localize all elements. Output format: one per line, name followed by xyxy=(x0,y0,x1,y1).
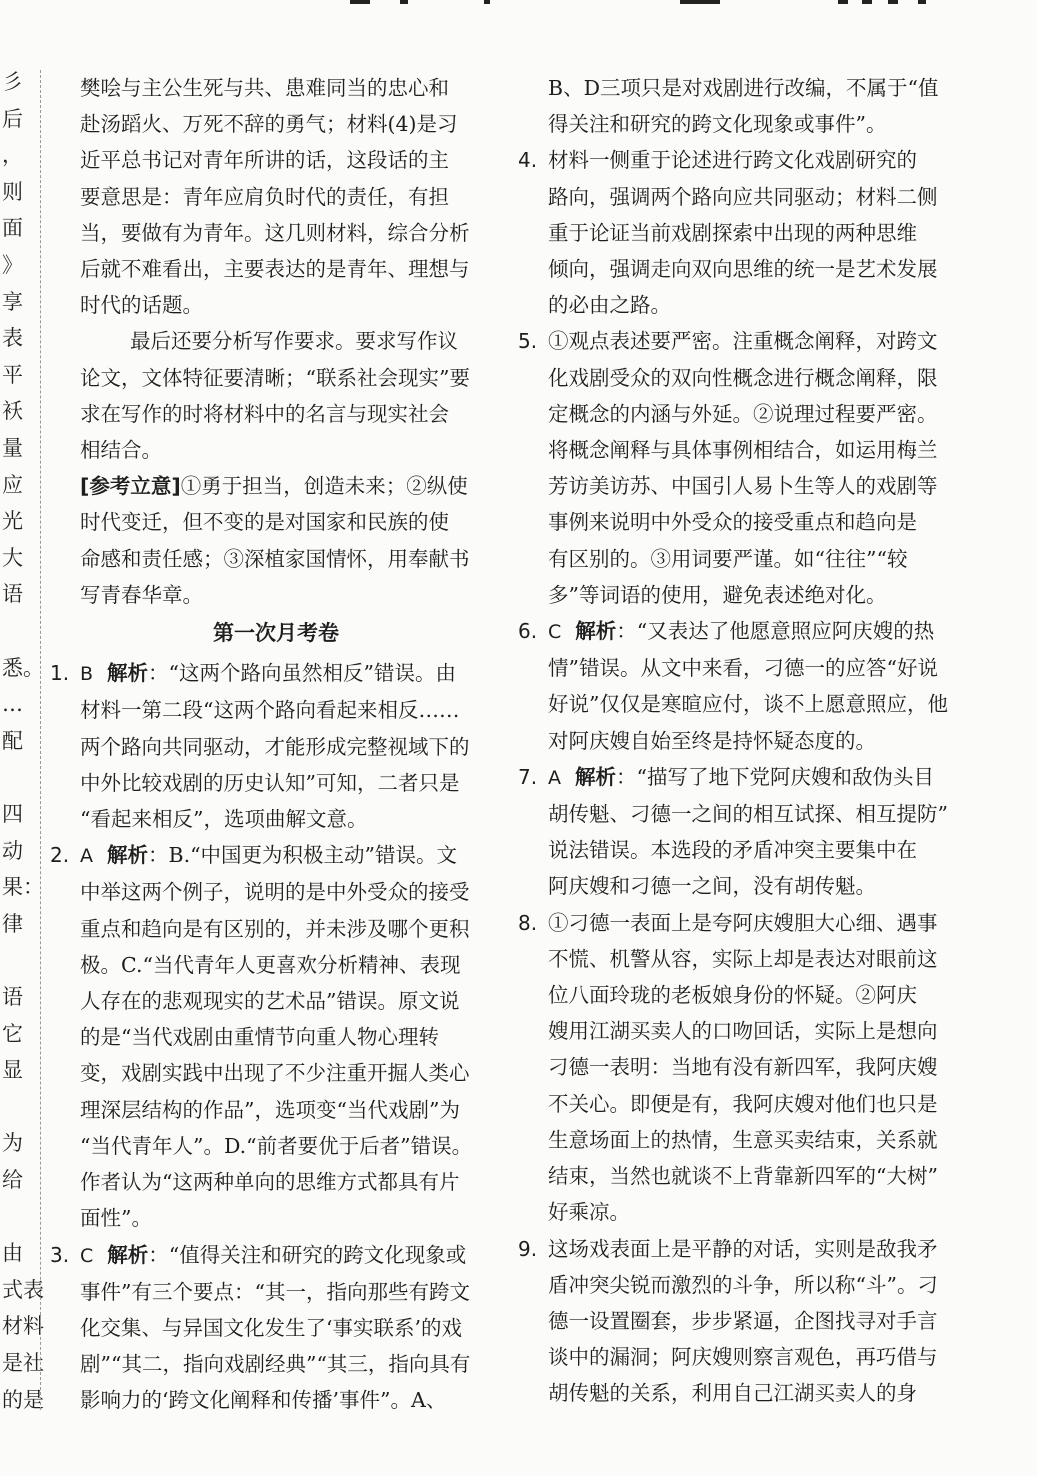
text-line: 结束，当然也就谈不上背靠新四军的“大树” xyxy=(548,1164,938,1189)
text-line: 要意思是：青年应肩负时代的责任，有担 xyxy=(80,184,449,209)
item-answer: C xyxy=(80,1244,94,1267)
edge-fragment: 大 xyxy=(2,545,23,570)
text-line: “看起来相反”，选项曲解文意。 xyxy=(80,807,368,832)
text-line: 命感和责任感；③深植家国情怀，用奉献书 xyxy=(80,546,470,571)
text-line: 生意场面上的热情，生意买卖结束，关系就 xyxy=(548,1127,938,1152)
text-line: 德一设置圈套，步步紧逼，企图找寻对手言 xyxy=(548,1308,938,1333)
item-number: 2. xyxy=(50,843,70,868)
analysis-keyword: 解析 xyxy=(575,619,617,644)
text-line: 最后还要分析写作要求。要求写作议 xyxy=(130,329,458,354)
text-line: 中外比较戏剧的历史认知”可知，二者只是 xyxy=(80,770,460,795)
edge-fragment: 四 xyxy=(2,802,23,826)
text-line: 路向，强调两个路向应共同驱动；材料二侧 xyxy=(548,184,938,209)
item-number: 7. xyxy=(518,764,538,789)
edge-fragment: 平 xyxy=(2,362,23,387)
text-line: 重点和趋向是有区别的，并未涉及哪个更积 xyxy=(80,916,470,941)
text-line: 论文，文体特征要清晰；“联系社会现实”要 xyxy=(80,365,470,390)
item-answer: B xyxy=(80,663,94,686)
answer-item-first-line xyxy=(518,613,988,650)
answer-items xyxy=(518,142,988,1411)
text-line: 时代变迁，但不变的是对国家和民族的使 xyxy=(80,510,449,535)
edge-fragment: 享 xyxy=(2,289,23,314)
item-text: ①刁德一表面上是夸阿庆嫂胆大心细、遇事 xyxy=(548,910,938,935)
text-line: 定概念的内涵与外延。②说理过程要严密。 xyxy=(548,401,938,426)
text-line: 剧”“其二，指向戏剧经典”“其三，指向具有 xyxy=(80,1352,471,1377)
section-heading: 第一次月考卷 xyxy=(213,621,339,646)
item-answer: A xyxy=(80,845,93,868)
edge-fragment: 显 xyxy=(2,1058,23,1083)
text-line: 的必由之路。 xyxy=(548,293,671,318)
text-line: 说法错误。本选段的矛盾冲突主要集中在 xyxy=(548,838,917,863)
answer-item xyxy=(518,323,988,613)
reference-idea-label: [参考立意] xyxy=(80,474,181,499)
text-line: 阿庆嫂和刁德一之间，没有胡传魁。 xyxy=(548,874,876,899)
edge-fragment: 动 xyxy=(2,838,23,863)
edge-fragment: 给 xyxy=(2,1168,23,1192)
edge-fragment: 由 xyxy=(2,1241,23,1266)
answer-item-first-line xyxy=(518,323,988,359)
item-text: ：B.“中国更为积极主动”错误。文 xyxy=(148,843,458,868)
text-line: 对阿庆嫂自始至终是持怀疑态度的。 xyxy=(548,728,876,753)
answer-item-first-line xyxy=(518,1231,988,1267)
text-line: 后就不难看出，主要表达的是青年、理想与 xyxy=(80,257,470,282)
edge-fragment: 则 xyxy=(2,179,23,204)
item-text: ：“这两个路向虽然相反”错误。由 xyxy=(148,661,457,686)
continued-paragraph xyxy=(50,70,502,323)
answer-item xyxy=(518,759,988,905)
text-line: 芳访美访苏、中国引人易卜生等人的戏剧等 xyxy=(548,474,938,499)
analysis-keyword: 解析 xyxy=(107,661,149,686)
text-line: 好说”仅仅是寒暄应付，谈不上愿意照应，他 xyxy=(548,692,948,717)
text-line: 嫂用江湖买卖人的口吻回话，实际上是想向 xyxy=(548,1019,938,1044)
item-text: ①观点表述要严密。注重概念阐释，对跨文 xyxy=(548,329,938,354)
edge-fragment: 彡 xyxy=(2,70,23,94)
text-line: 作者认为“这两种单向的思维方式都具有片 xyxy=(80,1170,460,1195)
text-line: 多”等词语的使用，避免表述绝对化。 xyxy=(548,582,887,607)
edge-fragment: 果： xyxy=(2,875,44,900)
text-line: 胡传魁的关系，利用自己江湖买卖人的身 xyxy=(548,1381,917,1406)
answer-item-first-line xyxy=(518,142,988,178)
item-answer: A xyxy=(548,766,561,789)
analysis-keyword: 解析 xyxy=(107,843,148,868)
text-line: 刁德一表明：当地有没有新四军，我阿庆嫂 xyxy=(548,1055,938,1080)
text-line: 樊哙与主公生死与共、患难同当的忠心和 xyxy=(80,76,449,100)
item-number: 3. xyxy=(50,1242,70,1267)
text-line: 位八面玲珑的老板娘身份的怀疑。②阿庆 xyxy=(548,983,917,1008)
edge-fragment: 语 xyxy=(2,582,23,607)
edge-fragment: 为 xyxy=(2,1131,23,1156)
analysis-keyword: 解析 xyxy=(107,1242,149,1267)
writing-requirement-paragraph xyxy=(50,323,502,468)
item-answer: C xyxy=(548,621,562,644)
edge-fragment: 材料 xyxy=(2,1314,44,1339)
edge-fragment: 量 xyxy=(2,436,23,460)
edge-fragment: 》 xyxy=(2,253,23,277)
answer-item xyxy=(518,142,988,323)
edge-fragment: 应 xyxy=(2,472,23,497)
item-number: 8. xyxy=(518,910,538,935)
answer-item xyxy=(518,613,988,759)
text-line: 两个路向共同驱动，才能形成完整视域下的 xyxy=(80,734,470,759)
edge-fragment: 表 xyxy=(2,326,23,351)
answer-item xyxy=(50,1237,502,1419)
text-line: 将概念阐释与具体事例相结合，如运用梅兰 xyxy=(548,438,938,463)
edge-fragment: 悉。 xyxy=(2,655,44,680)
top-edge-marks xyxy=(0,0,1037,14)
text-line: “当代青年人”。D.“前者要优于后者”错误。 xyxy=(80,1133,473,1158)
item-text: 材料一侧重于论述进行跨文化戏剧研究的 xyxy=(548,148,917,173)
item-number: 9. xyxy=(518,1236,538,1261)
edge-fragment: … xyxy=(2,692,23,717)
item-text: ：“值得关注和研究的跨文化现象或 xyxy=(148,1242,467,1267)
text-line: 影响力的‘跨文化阐释和传播’事件”。A、 xyxy=(80,1388,447,1413)
analysis-keyword: 解析 xyxy=(575,764,616,789)
item-number: 5. xyxy=(518,329,538,354)
answer-item xyxy=(50,655,502,837)
text-line: 人存在的悲观现实的艺术品”错误。原文说 xyxy=(80,989,460,1014)
answer-item-first-line xyxy=(50,655,502,692)
reference-idea-block xyxy=(50,468,502,613)
item-text: ：“又表达了他愿意照应阿庆嫂的热 xyxy=(616,619,935,644)
text-line: 谈中的漏洞；阿庆嫂则察言观色，再巧借与 xyxy=(548,1345,938,1370)
item-number: 6. xyxy=(518,619,538,644)
text-line: 事件”有三个要点：“其一，指向那些有跨文 xyxy=(80,1279,470,1304)
answer-item-first-line xyxy=(518,759,988,796)
text-line: 情”错误。从文中来看，刁德一的应答“好说 xyxy=(548,656,938,681)
text-line: 求在写作的时将材料中的名言与现实社会 xyxy=(80,401,449,426)
left-column xyxy=(50,70,502,1419)
text-line: 重于论证当前戏剧探索中出现的两种思维 xyxy=(548,220,917,245)
text-line: 化交集、与异国文化发生了‘事实联系’的戏 xyxy=(80,1315,463,1340)
edge-fragment: 律 xyxy=(2,911,23,936)
continued-paragraph xyxy=(518,70,988,142)
text-line: 赴汤蹈火、万死不辞的勇气；材料(4)是习 xyxy=(80,112,458,137)
text-line: 不关心。即便是有，我阿庆嫂对他们也只是 xyxy=(548,1091,938,1116)
text-line: 好乘凉。 xyxy=(548,1200,630,1225)
text-line: 近平总书记对青年所讲的话，这段话的主 xyxy=(80,148,449,173)
text-line: 有区别的。③用词要严谨。如“往往”“较 xyxy=(548,546,908,571)
edge-fragment: 袄 xyxy=(2,399,23,424)
answer-item xyxy=(518,1231,988,1412)
text-line: 写青春华章。 xyxy=(80,582,203,607)
edge-fragment: 光 xyxy=(2,509,23,534)
text-line: 的是“当代戏剧由重情节向重人物心理转 xyxy=(80,1025,439,1050)
edge-fragment: 的是 xyxy=(2,1387,44,1412)
answer-item-first-line xyxy=(50,1237,502,1274)
text-line: 理深层结构的作品”，选项变“当代戏剧”为 xyxy=(80,1097,460,1122)
item-text: 这场戏表面上是平静的对话，实则是敌我矛 xyxy=(548,1236,938,1261)
text-line: B、D三项只是对戏剧进行改编，不属于“值 xyxy=(548,76,939,100)
text-line: 得关注和研究的跨文化现象或事件”。 xyxy=(548,112,887,137)
text-line: 面性”。 xyxy=(80,1206,152,1231)
answer-item-first-line xyxy=(518,905,988,941)
item-number: 4. xyxy=(518,148,538,173)
edge-fragment: 语 xyxy=(2,985,23,1009)
text-line: 中举这两个例子，说明的是中外受众的接受 xyxy=(80,880,470,905)
edge-fragment: 配 xyxy=(2,728,23,753)
answer-item-first-line xyxy=(50,837,502,874)
text-line: 倾向，强调走向双向思维的统一是艺术发展 xyxy=(548,257,938,282)
answer-item xyxy=(518,905,988,1231)
edge-fragment: 式表 xyxy=(2,1277,44,1302)
edge-fragment: ， xyxy=(2,143,23,168)
text-line: 当，要做有为青年。这几则材料，综合分析 xyxy=(80,220,470,245)
answer-items xyxy=(50,655,502,1418)
text-line: 相结合。 xyxy=(80,438,162,463)
edge-fragment: 后 xyxy=(2,106,23,131)
text-line: 材料一第二段“这两个路向看起来相反…… xyxy=(80,698,460,723)
text-line: 极。C.“当代青年人更喜欢分析精神、表现 xyxy=(80,952,461,977)
column-divider xyxy=(40,70,41,1410)
item-number: 1. xyxy=(50,661,70,686)
text-line: 不慌、机警从容，实际上却是表达对眼前这 xyxy=(548,946,938,971)
item-text: ：“描写了地下党阿庆嫂和敌伪头目 xyxy=(616,764,934,789)
reference-idea-first-line: ①勇于担当，创造未来；②纵使 xyxy=(180,474,468,499)
edge-fragment: 是社 xyxy=(2,1351,44,1375)
right-column xyxy=(518,70,988,1412)
text-line: 事例来说明中外受众的接受重点和趋向是 xyxy=(548,510,917,535)
text-line: 盾冲突尖锐而激烈的斗争，所以称“斗”。刁 xyxy=(548,1272,938,1297)
text-line: 时代的话题。 xyxy=(80,293,203,318)
edge-fragment: 它 xyxy=(2,1021,23,1046)
edge-fragment: 面 xyxy=(2,216,23,241)
answer-item xyxy=(50,837,502,1236)
text-line: 胡传魁、刁德一之间的相互试探、相互提防” xyxy=(548,802,948,827)
text-line: 化戏剧受众的双向性概念进行概念阐释，限 xyxy=(548,365,938,390)
text-line: 变，戏剧实践中出现了不少注重开掘人类心 xyxy=(80,1061,470,1086)
